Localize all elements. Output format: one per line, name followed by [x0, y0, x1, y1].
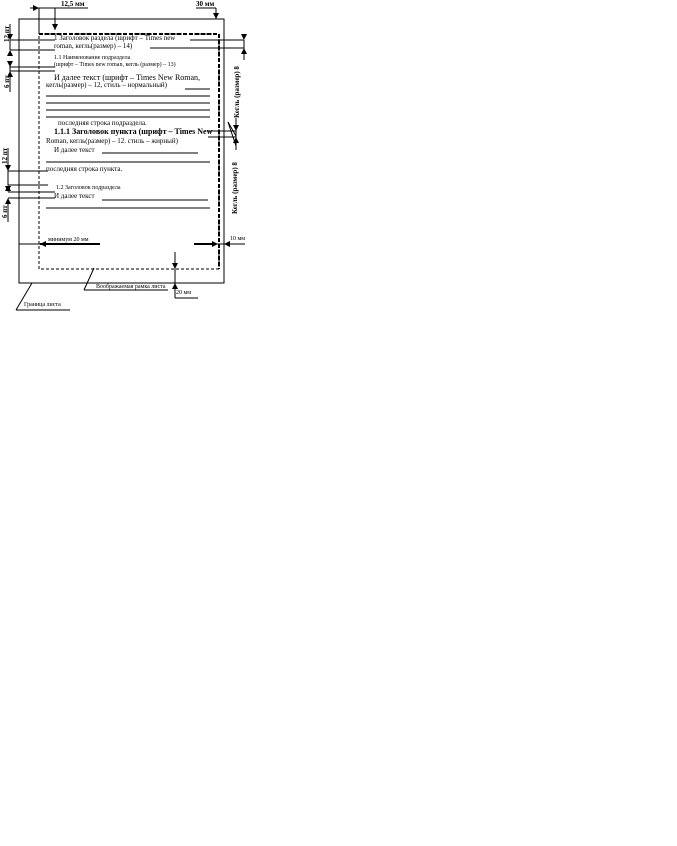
last-line-item: последняя строка пункта.	[46, 165, 123, 173]
dim-left-12pt-top: 12 пт	[3, 25, 11, 42]
section-heading-line-2: roman, кегль(размер) – 14)	[54, 42, 133, 50]
dim-bottom-20-label: 20 мм	[176, 290, 192, 296]
arrow-head	[172, 263, 178, 269]
arrow-head	[213, 13, 219, 19]
last-line-subsection: последняя строка подраздела.	[58, 119, 147, 127]
dim-min-20-label: минимум 20 мм	[48, 237, 89, 243]
sheet-border-caption: Граница листа	[24, 302, 61, 308]
further-text-line-1: И далее текст	[54, 146, 95, 154]
arrow-head	[5, 165, 11, 171]
subsection-name-line-1: 1.1 Наименование подраздела	[54, 55, 131, 61]
subsection-heading-2: 1.2 Заголовок подраздела	[56, 185, 121, 191]
dim-left-12pt-mid: 12 пт	[1, 147, 9, 164]
section-heading-line-1: 1 Заголовок раздела (шрифт – Times new	[54, 34, 176, 42]
further-text-line-2: И далее текст	[54, 192, 95, 200]
arrow-head	[5, 186, 11, 192]
arrow-head	[40, 241, 46, 247]
arrow-head	[52, 24, 58, 30]
arrow-head	[212, 241, 218, 247]
arrow-head	[7, 61, 13, 67]
dim-top-left-label: 12,5 мм	[61, 0, 85, 8]
arrow-head	[241, 34, 247, 40]
dim-top-right-label: 30 мм	[196, 0, 215, 8]
dim-right-10-label: 10 мм	[230, 236, 246, 242]
dim-left-6pt-bottom: 6 пт	[1, 205, 9, 218]
body-text-line-2: кегль(размер) – 12, стиль – нормальный)	[46, 81, 168, 89]
arrow-head	[7, 50, 13, 56]
arrow-head	[33, 5, 39, 11]
imaginary-frame-caption: Воображаемая рамка листа	[96, 284, 166, 290]
frame-caption-leader	[84, 268, 94, 290]
subsection-name-line-2: (шрифт – Times new roman, кегль (размер) – 13)	[54, 62, 176, 68]
side-label-right-top: Кегль (размер) 8	[233, 66, 241, 118]
side-label-right-bottom: Кегль (размер) 8	[231, 162, 239, 214]
arrow-head	[5, 198, 11, 204]
arrow-head	[172, 283, 178, 289]
item-heading-line-2: Roman, кегль(размер) – 12. стиль – жирный)	[46, 137, 178, 145]
body-text-line-1: И далее текст (шрифт – Times New Roman,	[54, 73, 201, 82]
item-heading-line-1: 1.1.1 Заголовок пункта (шрифт – Times New	[54, 127, 213, 136]
dim-left-6pt: 6 пт	[3, 75, 11, 88]
